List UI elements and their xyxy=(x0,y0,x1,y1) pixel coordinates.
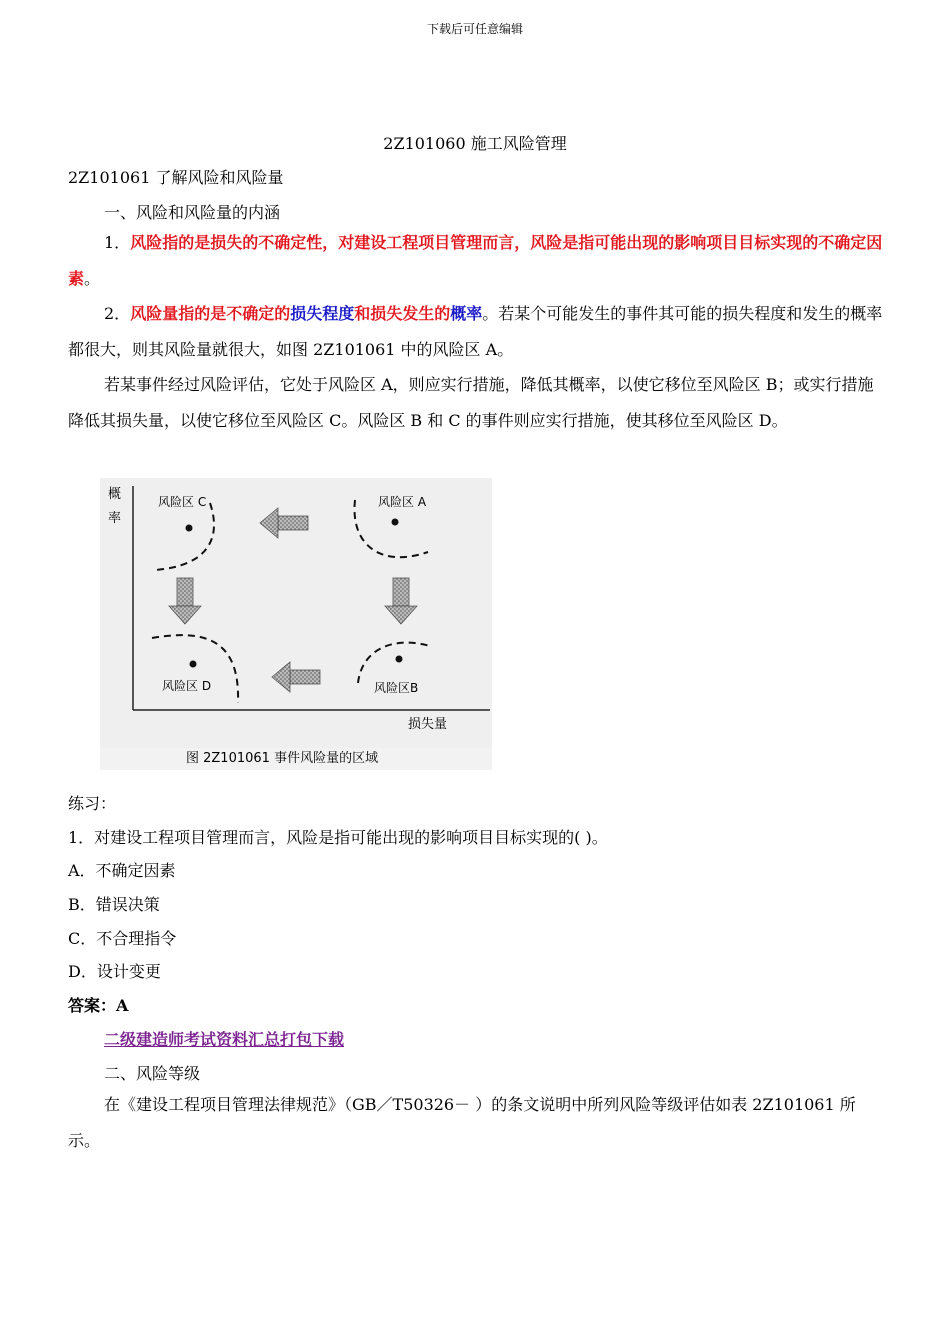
option-a: A．不确定因素 xyxy=(68,861,176,880)
paragraph-3: 若某事件经过风险评估，它处于风险区 A，则应实行措施，降低其概率，以使它移位至风险区 B；或实行措施降低其损失量，以使它移位至风险区 C。风险区 B 和 C 的事件则应实行措施，使其移位至风险区 D。 xyxy=(68,375,874,430)
p2-seg1: 风险量指的是不确定的 xyxy=(130,304,291,323)
figure-caption: 图 2Z101061 事件风险量的区域 xyxy=(186,751,379,766)
zone-c-dot xyxy=(186,525,193,532)
option-d: D．设计变更 xyxy=(68,962,161,981)
p1-end: 。 xyxy=(84,269,101,288)
paragraph-4: 在《建设工程项目管理法律规范》（GB／T50326－ ）的条文说明中所列风险等级评估如表 2Z101061 所示。 xyxy=(68,1095,856,1150)
answer: 答案：A xyxy=(68,996,129,1015)
p2-seg2: 损失程度 xyxy=(290,304,355,323)
p1-number: 1． xyxy=(104,233,131,252)
zone-b-dot xyxy=(396,656,403,663)
x-label: 损失量 xyxy=(408,717,448,732)
section-title: 2Z101060 施工风险管理 xyxy=(383,134,567,153)
subsection-title: 2Z101061 了解风险和风险量 xyxy=(68,168,284,187)
page-header: 下载后可任意编辑 xyxy=(426,22,523,36)
heading-2: 二、风险等级 xyxy=(104,1064,201,1083)
p2-rest: 。若某个可能发生的事件其可能的损失程度和发生的概率都很大，则其风险量就很大，如图 2Z101061 中的风险区 A。 xyxy=(68,304,883,359)
zone-a-label: 风险区 A xyxy=(378,495,427,509)
heading-1: 一、风险和风险量的内涵 xyxy=(104,203,281,222)
p2-seg3: 和损失发生的 xyxy=(354,304,451,323)
paragraph-1 xyxy=(68,225,883,297)
option-c: C．不合理指令 xyxy=(68,929,177,948)
exercise-label: 练习： xyxy=(68,794,117,813)
paragraph-2 xyxy=(68,296,883,368)
zone-c-label: 风险区 C xyxy=(158,495,207,509)
p2-number: 2． xyxy=(104,304,131,323)
y-label-1: 概 xyxy=(108,487,122,502)
zone-d-dot xyxy=(190,661,197,668)
question-1: 1．对建设工程项目管理而言，风险是指可能出现的影响项目目标实现的( )。 xyxy=(68,828,608,847)
risk-zone-figure xyxy=(100,478,492,770)
option-b: B．错误决策 xyxy=(68,895,160,914)
download-link[interactable]: 二级建造师考试资料汇总打包下载 xyxy=(104,1030,345,1049)
p1-highlight: 风险指的是损失的不确定性，对建设工程项目管理而言，风险是指可能出现的影响项目目标实现的不确定因素 xyxy=(68,233,883,288)
zone-d-label: 风险区 D xyxy=(162,679,212,693)
zone-b-label: 风险区B xyxy=(374,681,419,695)
zone-a-dot xyxy=(392,519,399,526)
p2-seg4: 概率 xyxy=(450,304,483,323)
y-label-2: 率 xyxy=(108,511,122,526)
